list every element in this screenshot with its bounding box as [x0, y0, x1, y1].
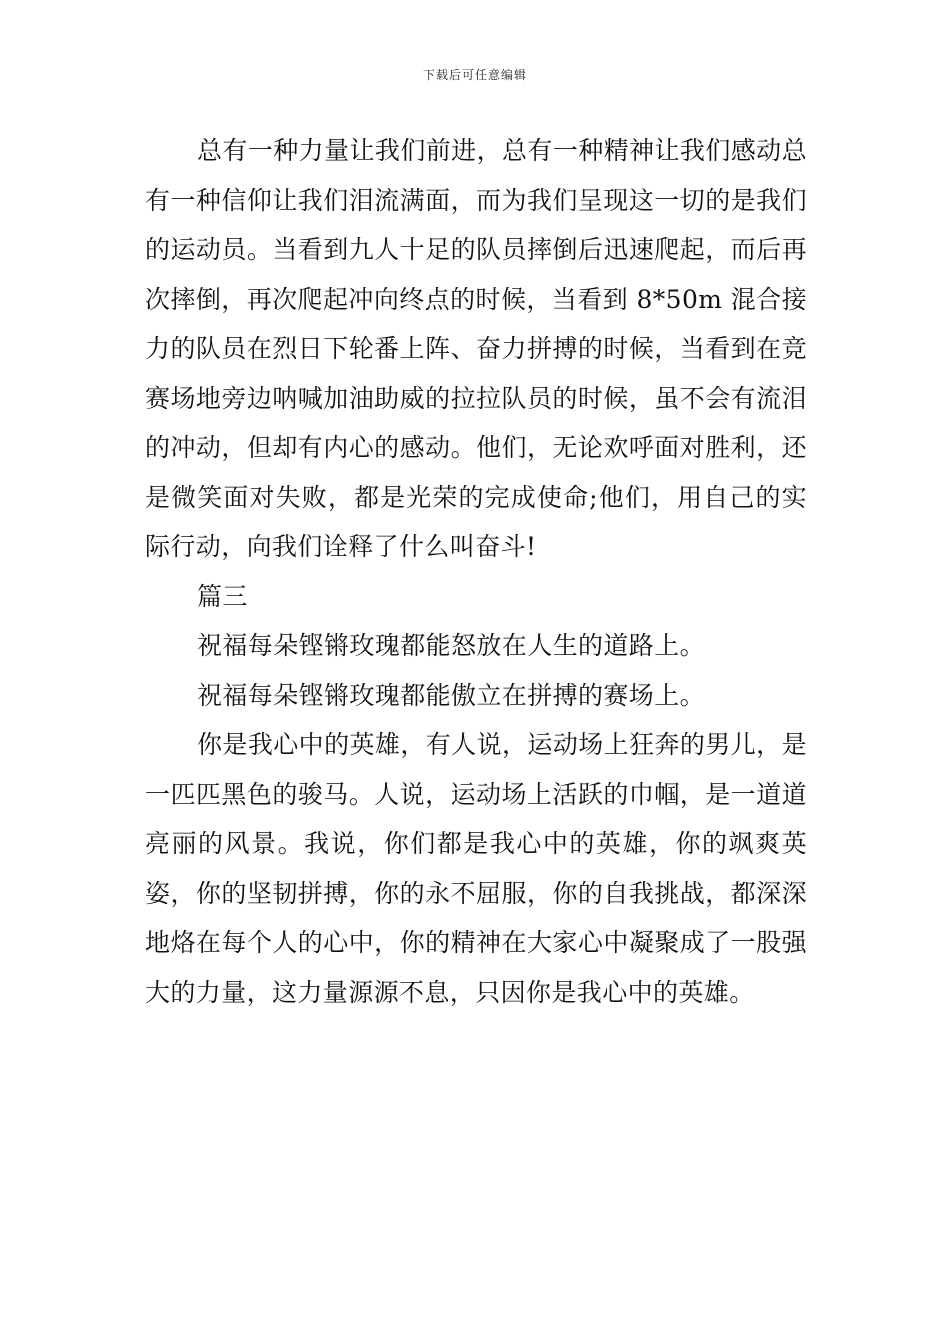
section-heading: 篇三	[197, 581, 248, 611]
paragraph-athletes-spirit: 总有一种力量让我们前进，总有一种精神让我们感动总有一种信仰让我们泪流满面，而为我们呈现这一切的是我们的运动员。当看到九人十足的队员摔倒后迅速爬起，而后再次摔倒，再次爬起冲向终点的时候，当看到 8*50m 混合接力的队员在烈日下轮番上阵、奋力拼搏的时候，当看到在竞赛场地旁边呐喊加油助威的拉拉队员的时候，虽不会有流泪的冲动，但却有内心的感动。他们，无论欢呼面对胜利，还是微笑面对失败，都是光荣的完成使命;他们，用自己的实际行动，向我们诠释了什么叫奋斗!	[145, 136, 807, 561]
paragraph-hero: 你是我心中的英雄，有人说，运动场上狂奔的男儿，是一匹匹黑色的骏马。人说，运动场上活跃的巾帼，是一道道亮丽的风景。我说，你们都是我心中的英雄，你的飒爽英姿，你的坚韧拼搏，你的永不屈服，你的自我挑战，都深深地烙在每个人的心中，你的精神在大家心中凝聚成了一股强大的力量，这力量源源不息，只因你是我心中的英雄。	[145, 730, 807, 1007]
paragraph-blessing-field: 祝福每朵铿锵玫瑰都能傲立在拼搏的赛场上。	[197, 680, 706, 710]
page-header-note: 下载后可任意编辑	[422, 68, 527, 82]
paragraph-blessing-road: 祝福每朵铿锵玫瑰都能怒放在人生的道路上。	[197, 631, 706, 660]
document-body	[145, 126, 807, 1017]
